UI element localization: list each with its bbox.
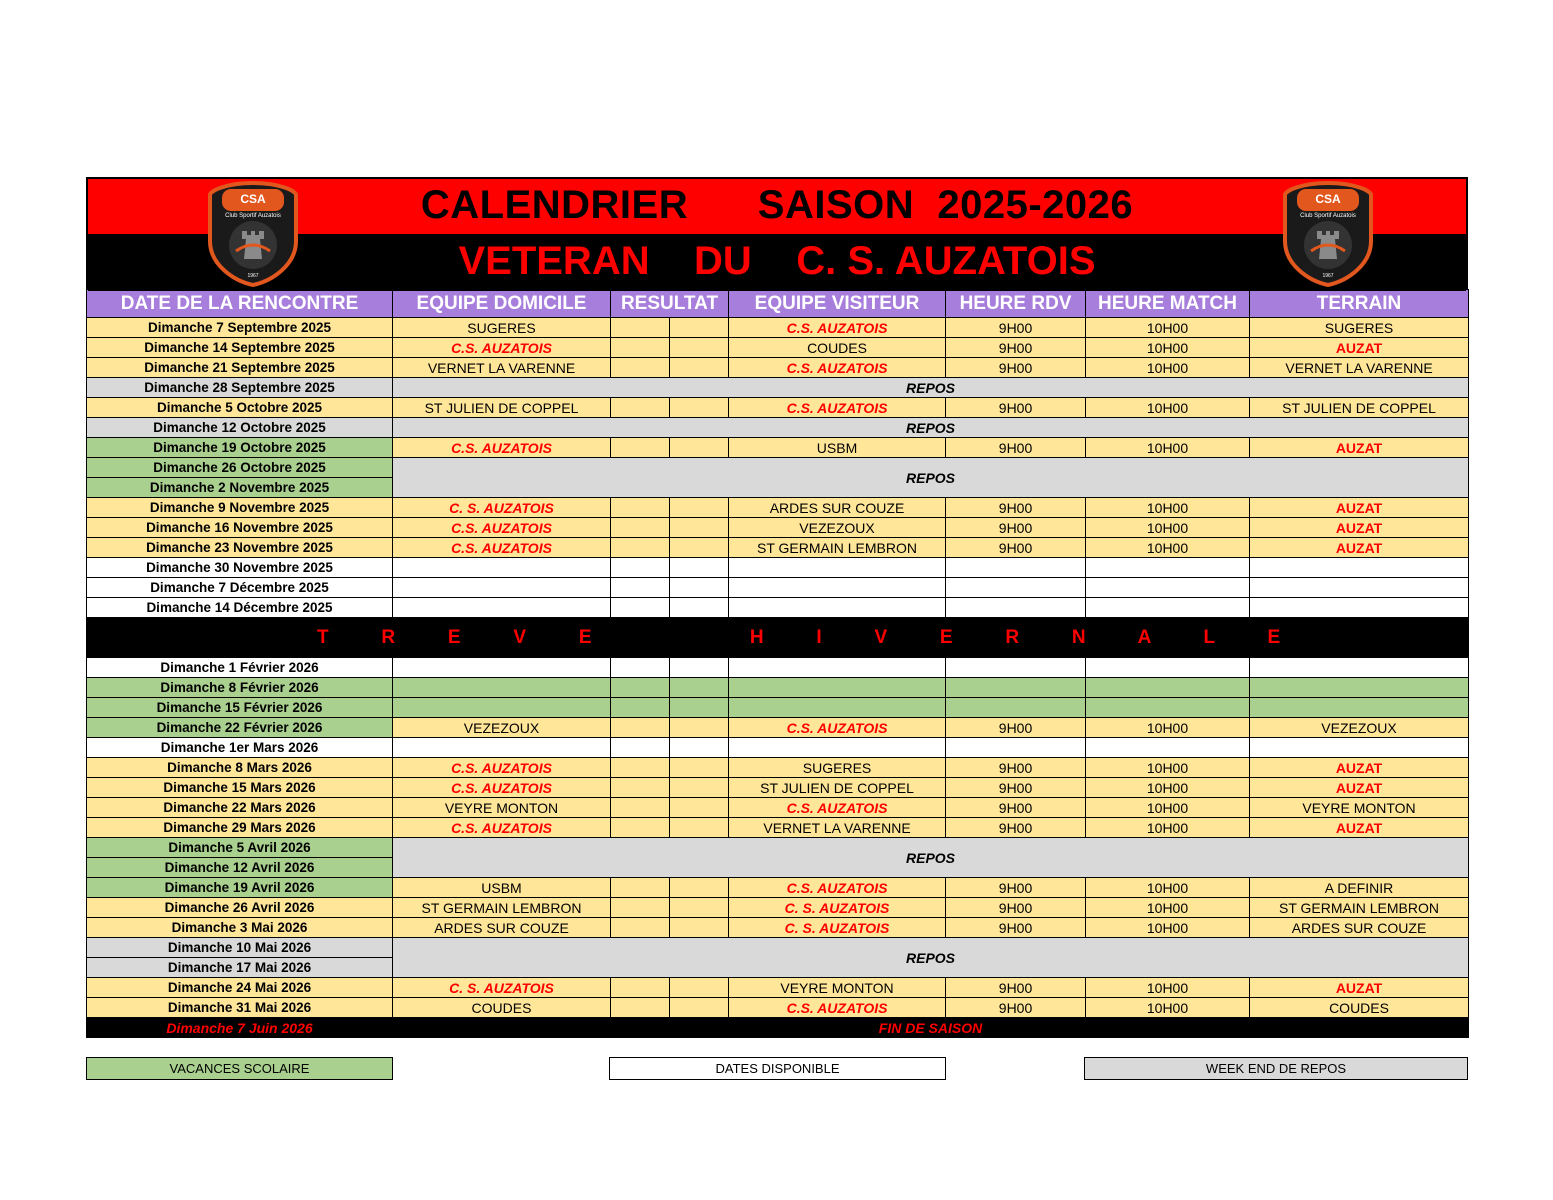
away-team: ST JULIEN DE COPPEL	[729, 778, 946, 798]
col-header-terrain: TERRAIN	[1250, 290, 1469, 318]
score-away	[670, 658, 729, 678]
terrain	[1250, 698, 1469, 718]
terrain: AUZAT	[1250, 818, 1469, 838]
away-team: C.S. AUZATOIS	[729, 998, 946, 1018]
table-row	[87, 998, 1469, 1018]
rdv-time: 9H00	[946, 978, 1086, 998]
match-time: 10H00	[1086, 758, 1250, 778]
table-row-available	[87, 658, 1469, 678]
table-row	[87, 778, 1469, 798]
match-time	[1086, 598, 1250, 618]
away-team	[729, 558, 946, 578]
score-away	[670, 538, 729, 558]
logo-right-club-name: Club Sportif Auzatois	[1300, 213, 1356, 219]
match-time	[1086, 698, 1250, 718]
match-time	[1086, 558, 1250, 578]
rdv-time: 9H00	[946, 758, 1086, 778]
score-home	[611, 338, 670, 358]
match-date: Dimanche 28 Septembre 2025	[87, 378, 393, 398]
rdv-time	[946, 658, 1086, 678]
home-team	[393, 738, 611, 758]
score-away	[670, 718, 729, 738]
match-date: Dimanche 21 Septembre 2025	[87, 358, 393, 378]
match-date: Dimanche 9 Novembre 2025	[87, 498, 393, 518]
logo-left-year: 1967	[247, 273, 259, 279]
score-home	[611, 498, 670, 518]
match-time: 10H00	[1086, 518, 1250, 538]
logo-right-year: 1967	[1322, 273, 1334, 279]
score-home	[611, 718, 670, 738]
match-time	[1086, 658, 1250, 678]
table-row-repos	[87, 938, 1469, 958]
away-team: VERNET LA VARENNE	[729, 818, 946, 838]
score-home	[611, 738, 670, 758]
match-date: Dimanche 23 Novembre 2025	[87, 538, 393, 558]
score-away	[670, 738, 729, 758]
score-home	[611, 818, 670, 838]
season-end-date: Dimanche 7 Juin 2026	[87, 1018, 393, 1038]
home-team: C. S. AUZATOIS	[393, 498, 611, 518]
score-home	[611, 318, 670, 338]
season-end-row	[87, 1018, 1469, 1038]
away-team: SUGERES	[729, 758, 946, 778]
score-home	[611, 678, 670, 698]
score-away	[670, 438, 729, 458]
table-row	[87, 898, 1469, 918]
match-date: Dimanche 22 Mars 2026	[87, 798, 393, 818]
rdv-time: 9H00	[946, 798, 1086, 818]
terrain: AUZAT	[1250, 758, 1469, 778]
match-date: Dimanche 19 Octobre 2025	[87, 438, 393, 458]
away-team	[729, 578, 946, 598]
match-date: Dimanche 1er Mars 2026	[87, 738, 393, 758]
col-header-result: RESULTAT	[611, 290, 729, 318]
terrain: AUZAT	[1250, 498, 1469, 518]
repos-label: REPOS	[393, 938, 1469, 978]
table-row	[87, 338, 1469, 358]
home-team: C.S. AUZATOIS	[393, 778, 611, 798]
match-time: 10H00	[1086, 878, 1250, 898]
rdv-time	[946, 678, 1086, 698]
match-time: 10H00	[1086, 998, 1250, 1018]
table-row	[87, 518, 1469, 538]
home-team: C.S. AUZATOIS	[393, 438, 611, 458]
home-team: ARDES SUR COUZE	[393, 918, 611, 938]
home-team: C.S. AUZATOIS	[393, 818, 611, 838]
table-row-available	[87, 598, 1469, 618]
away-team: C. S. AUZATOIS	[729, 898, 946, 918]
score-home	[611, 998, 670, 1018]
page-subtitle: VETERAN DU C. S. AUZATOIS	[458, 239, 1096, 283]
match-date: Dimanche 7 Septembre 2025	[87, 318, 393, 338]
score-away	[670, 518, 729, 538]
match-date: Dimanche 12 Avril 2026	[87, 858, 393, 878]
match-date: Dimanche 14 Décembre 2025	[87, 598, 393, 618]
rdv-time	[946, 558, 1086, 578]
table-row	[87, 398, 1469, 418]
match-time: 10H00	[1086, 778, 1250, 798]
home-team: SUGERES	[393, 318, 611, 338]
club-logo-right	[1281, 181, 1375, 287]
terrain	[1250, 738, 1469, 758]
score-away	[670, 998, 729, 1018]
score-away	[670, 338, 729, 358]
terrain: VERNET LA VARENNE	[1250, 358, 1469, 378]
match-date: Dimanche 17 Mai 2026	[87, 958, 393, 978]
score-home	[611, 918, 670, 938]
table-row-repos	[87, 418, 1469, 438]
table-row	[87, 798, 1469, 818]
away-team: C.S. AUZATOIS	[729, 398, 946, 418]
rdv-time	[946, 598, 1086, 618]
match-date: Dimanche 5 Octobre 2025	[87, 398, 393, 418]
home-team	[393, 558, 611, 578]
rdv-time: 9H00	[946, 538, 1086, 558]
match-date: Dimanche 26 Octobre 2025	[87, 458, 393, 478]
home-team: VEZEZOUX	[393, 718, 611, 738]
score-home	[611, 878, 670, 898]
match-date: Dimanche 3 Mai 2026	[87, 918, 393, 938]
home-team: ST JULIEN DE COPPEL	[393, 398, 611, 418]
match-date: Dimanche 30 Novembre 2025	[87, 558, 393, 578]
match-time: 10H00	[1086, 358, 1250, 378]
rdv-time: 9H00	[946, 918, 1086, 938]
winter-break-row	[87, 618, 1469, 658]
schedule-table	[86, 289, 1469, 1038]
match-time: 10H00	[1086, 918, 1250, 938]
score-home	[611, 578, 670, 598]
terrain	[1250, 598, 1469, 618]
col-header-home: EQUIPE DOMICILE	[393, 290, 611, 318]
score-away	[670, 978, 729, 998]
match-date: Dimanche 15 Mars 2026	[87, 778, 393, 798]
match-date: Dimanche 19 Avril 2026	[87, 878, 393, 898]
terrain: A DEFINIR	[1250, 878, 1469, 898]
rdv-time: 9H00	[946, 338, 1086, 358]
rdv-time	[946, 698, 1086, 718]
away-team	[729, 698, 946, 718]
score-home	[611, 538, 670, 558]
table-row	[87, 538, 1469, 558]
match-time	[1086, 678, 1250, 698]
away-team: C.S. AUZATOIS	[729, 798, 946, 818]
away-team	[729, 678, 946, 698]
home-team	[393, 698, 611, 718]
table-header-row	[87, 290, 1469, 318]
col-header-match: HEURE MATCH	[1086, 290, 1250, 318]
table-row	[87, 718, 1469, 738]
rdv-time: 9H00	[946, 998, 1086, 1018]
table-row-available	[87, 738, 1469, 758]
score-home	[611, 558, 670, 578]
terrain: ST JULIEN DE COPPEL	[1250, 398, 1469, 418]
home-team	[393, 658, 611, 678]
terrain: COUDES	[1250, 998, 1469, 1018]
match-date: Dimanche 31 Mai 2026	[87, 998, 393, 1018]
col-header-date: DATE DE LA RENCONTRE	[87, 290, 393, 318]
match-time: 10H00	[1086, 538, 1250, 558]
score-away	[670, 578, 729, 598]
table-row	[87, 758, 1469, 778]
match-time	[1086, 738, 1250, 758]
score-away	[670, 598, 729, 618]
score-away	[670, 778, 729, 798]
home-team: C.S. AUZATOIS	[393, 758, 611, 778]
logo-left-csa: CSA	[240, 192, 266, 206]
rdv-time: 9H00	[946, 778, 1086, 798]
away-team: VEYRE MONTON	[729, 978, 946, 998]
home-team: ST GERMAIN LEMBRON	[393, 898, 611, 918]
table-row	[87, 978, 1469, 998]
match-date: Dimanche 7 Décembre 2025	[87, 578, 393, 598]
match-date: Dimanche 24 Mai 2026	[87, 978, 393, 998]
table-row-available	[87, 558, 1469, 578]
terrain: AUZAT	[1250, 518, 1469, 538]
terrain	[1250, 658, 1469, 678]
rdv-time: 9H00	[946, 438, 1086, 458]
terrain	[1250, 678, 1469, 698]
match-date: Dimanche 29 Mars 2026	[87, 818, 393, 838]
table-row	[87, 438, 1469, 458]
score-away	[670, 798, 729, 818]
table-row	[87, 918, 1469, 938]
score-away	[670, 898, 729, 918]
match-time: 10H00	[1086, 438, 1250, 458]
match-date: Dimanche 14 Septembre 2025	[87, 338, 393, 358]
score-away	[670, 818, 729, 838]
table-row	[87, 818, 1469, 838]
match-date: Dimanche 5 Avril 2026	[87, 838, 393, 858]
score-home	[611, 798, 670, 818]
table-row-repos	[87, 378, 1469, 398]
col-header-away: EQUIPE VISITEUR	[729, 290, 946, 318]
match-time: 10H00	[1086, 338, 1250, 358]
away-team	[729, 738, 946, 758]
away-team: COUDES	[729, 338, 946, 358]
score-away	[670, 678, 729, 698]
season-end-label: FIN DE SAISON	[393, 1018, 1469, 1038]
match-date: Dimanche 8 Février 2026	[87, 678, 393, 698]
title-banner	[86, 177, 1468, 289]
score-home	[611, 358, 670, 378]
club-logo-left	[206, 181, 300, 287]
rdv-time: 9H00	[946, 718, 1086, 738]
away-team	[729, 658, 946, 678]
score-home	[611, 758, 670, 778]
match-date: Dimanche 15 Février 2026	[87, 698, 393, 718]
home-team: VERNET LA VARENNE	[393, 358, 611, 378]
home-team: C. S. AUZATOIS	[393, 978, 611, 998]
away-team: VEZEZOUX	[729, 518, 946, 538]
home-team	[393, 578, 611, 598]
match-date: Dimanche 10 Mai 2026	[87, 938, 393, 958]
away-team: ARDES SUR COUZE	[729, 498, 946, 518]
legend-rest-weekend: WEEK END DE REPOS	[1084, 1057, 1468, 1080]
rdv-time: 9H00	[946, 518, 1086, 538]
score-away	[670, 758, 729, 778]
match-date: Dimanche 26 Avril 2026	[87, 898, 393, 918]
col-header-rdv: HEURE RDV	[946, 290, 1086, 318]
match-date: Dimanche 1 Février 2026	[87, 658, 393, 678]
match-date: Dimanche 22 Février 2026	[87, 718, 393, 738]
table-row-repos	[87, 458, 1469, 478]
match-time: 10H00	[1086, 718, 1250, 738]
score-away	[670, 878, 729, 898]
logo-right-csa: CSA	[1315, 192, 1341, 206]
match-time: 10H00	[1086, 498, 1250, 518]
page-title: CALENDRIER SAISON 2025-2026	[420, 183, 1134, 227]
terrain: ARDES SUR COUZE	[1250, 918, 1469, 938]
away-team	[729, 598, 946, 618]
terrain	[1250, 578, 1469, 598]
rdv-time	[946, 738, 1086, 758]
terrain: VEYRE MONTON	[1250, 798, 1469, 818]
terrain: VEZEZOUX	[1250, 718, 1469, 738]
away-team: USBM	[729, 438, 946, 458]
terrain: AUZAT	[1250, 538, 1469, 558]
table-row	[87, 358, 1469, 378]
rdv-time: 9H00	[946, 318, 1086, 338]
home-team: C.S. AUZATOIS	[393, 538, 611, 558]
score-home	[611, 978, 670, 998]
score-away	[670, 558, 729, 578]
rdv-time: 9H00	[946, 878, 1086, 898]
score-away	[670, 358, 729, 378]
terrain: ST GERMAIN LEMBRON	[1250, 898, 1469, 918]
terrain: AUZAT	[1250, 438, 1469, 458]
match-date: Dimanche 12 Octobre 2025	[87, 418, 393, 438]
away-team: ST GERMAIN LEMBRON	[729, 538, 946, 558]
winter-break-label: T R E V E H I V E R N A L E	[317, 626, 1281, 648]
table-row	[87, 498, 1469, 518]
rdv-time: 9H00	[946, 818, 1086, 838]
home-team: USBM	[393, 878, 611, 898]
home-team: C.S. AUZATOIS	[393, 518, 611, 538]
home-team: COUDES	[393, 998, 611, 1018]
terrain: AUZAT	[1250, 778, 1469, 798]
table-row-available	[87, 578, 1469, 598]
score-away	[670, 698, 729, 718]
rdv-time	[946, 578, 1086, 598]
away-team: C. S. AUZATOIS	[729, 918, 946, 938]
away-team: C.S. AUZATOIS	[729, 878, 946, 898]
score-home	[611, 518, 670, 538]
rdv-time: 9H00	[946, 498, 1086, 518]
winter-break-banner	[87, 618, 1469, 658]
away-team: C.S. AUZATOIS	[729, 358, 946, 378]
score-home	[611, 778, 670, 798]
score-away	[670, 318, 729, 338]
legend-school-holidays: VACANCES SCOLAIRE	[86, 1057, 393, 1080]
terrain: SUGERES	[1250, 318, 1469, 338]
table-row-holiday	[87, 698, 1469, 718]
rdv-time: 9H00	[946, 398, 1086, 418]
terrain: AUZAT	[1250, 338, 1469, 358]
match-time: 10H00	[1086, 798, 1250, 818]
score-away	[670, 918, 729, 938]
match-time: 10H00	[1086, 978, 1250, 998]
repos-label: REPOS	[393, 458, 1469, 498]
rdv-time: 9H00	[946, 898, 1086, 918]
terrain: AUZAT	[1250, 978, 1469, 998]
away-team: C.S. AUZATOIS	[729, 718, 946, 738]
match-time: 10H00	[1086, 898, 1250, 918]
score-home	[611, 698, 670, 718]
table-row-repos	[87, 838, 1469, 858]
score-home	[611, 598, 670, 618]
score-home	[611, 658, 670, 678]
match-date: Dimanche 16 Novembre 2025	[87, 518, 393, 538]
score-home	[611, 398, 670, 418]
match-time: 10H00	[1086, 398, 1250, 418]
repos-label: REPOS	[393, 838, 1469, 878]
score-home	[611, 438, 670, 458]
legend	[0, 1057, 1553, 1080]
match-time: 10H00	[1086, 318, 1250, 338]
table-row	[87, 318, 1469, 338]
match-date: Dimanche 2 Novembre 2025	[87, 478, 393, 498]
terrain	[1250, 558, 1469, 578]
rdv-time: 9H00	[946, 358, 1086, 378]
away-team: C.S. AUZATOIS	[729, 318, 946, 338]
calendar-sheet	[86, 177, 1468, 1038]
logo-left-club-name: Club Sportif Auzatois	[225, 213, 281, 219]
match-date: Dimanche 8 Mars 2026	[87, 758, 393, 778]
home-team	[393, 678, 611, 698]
match-time	[1086, 578, 1250, 598]
home-team: VEYRE MONTON	[393, 798, 611, 818]
home-team	[393, 598, 611, 618]
legend-available-dates: DATES DISPONIBLE	[609, 1057, 946, 1080]
repos-label: REPOS	[393, 378, 1469, 398]
score-away	[670, 498, 729, 518]
table-row-holiday	[87, 678, 1469, 698]
table-row	[87, 878, 1469, 898]
score-away	[670, 398, 729, 418]
match-time: 10H00	[1086, 818, 1250, 838]
home-team: C.S. AUZATOIS	[393, 338, 611, 358]
repos-label: REPOS	[393, 418, 1469, 438]
score-home	[611, 898, 670, 918]
